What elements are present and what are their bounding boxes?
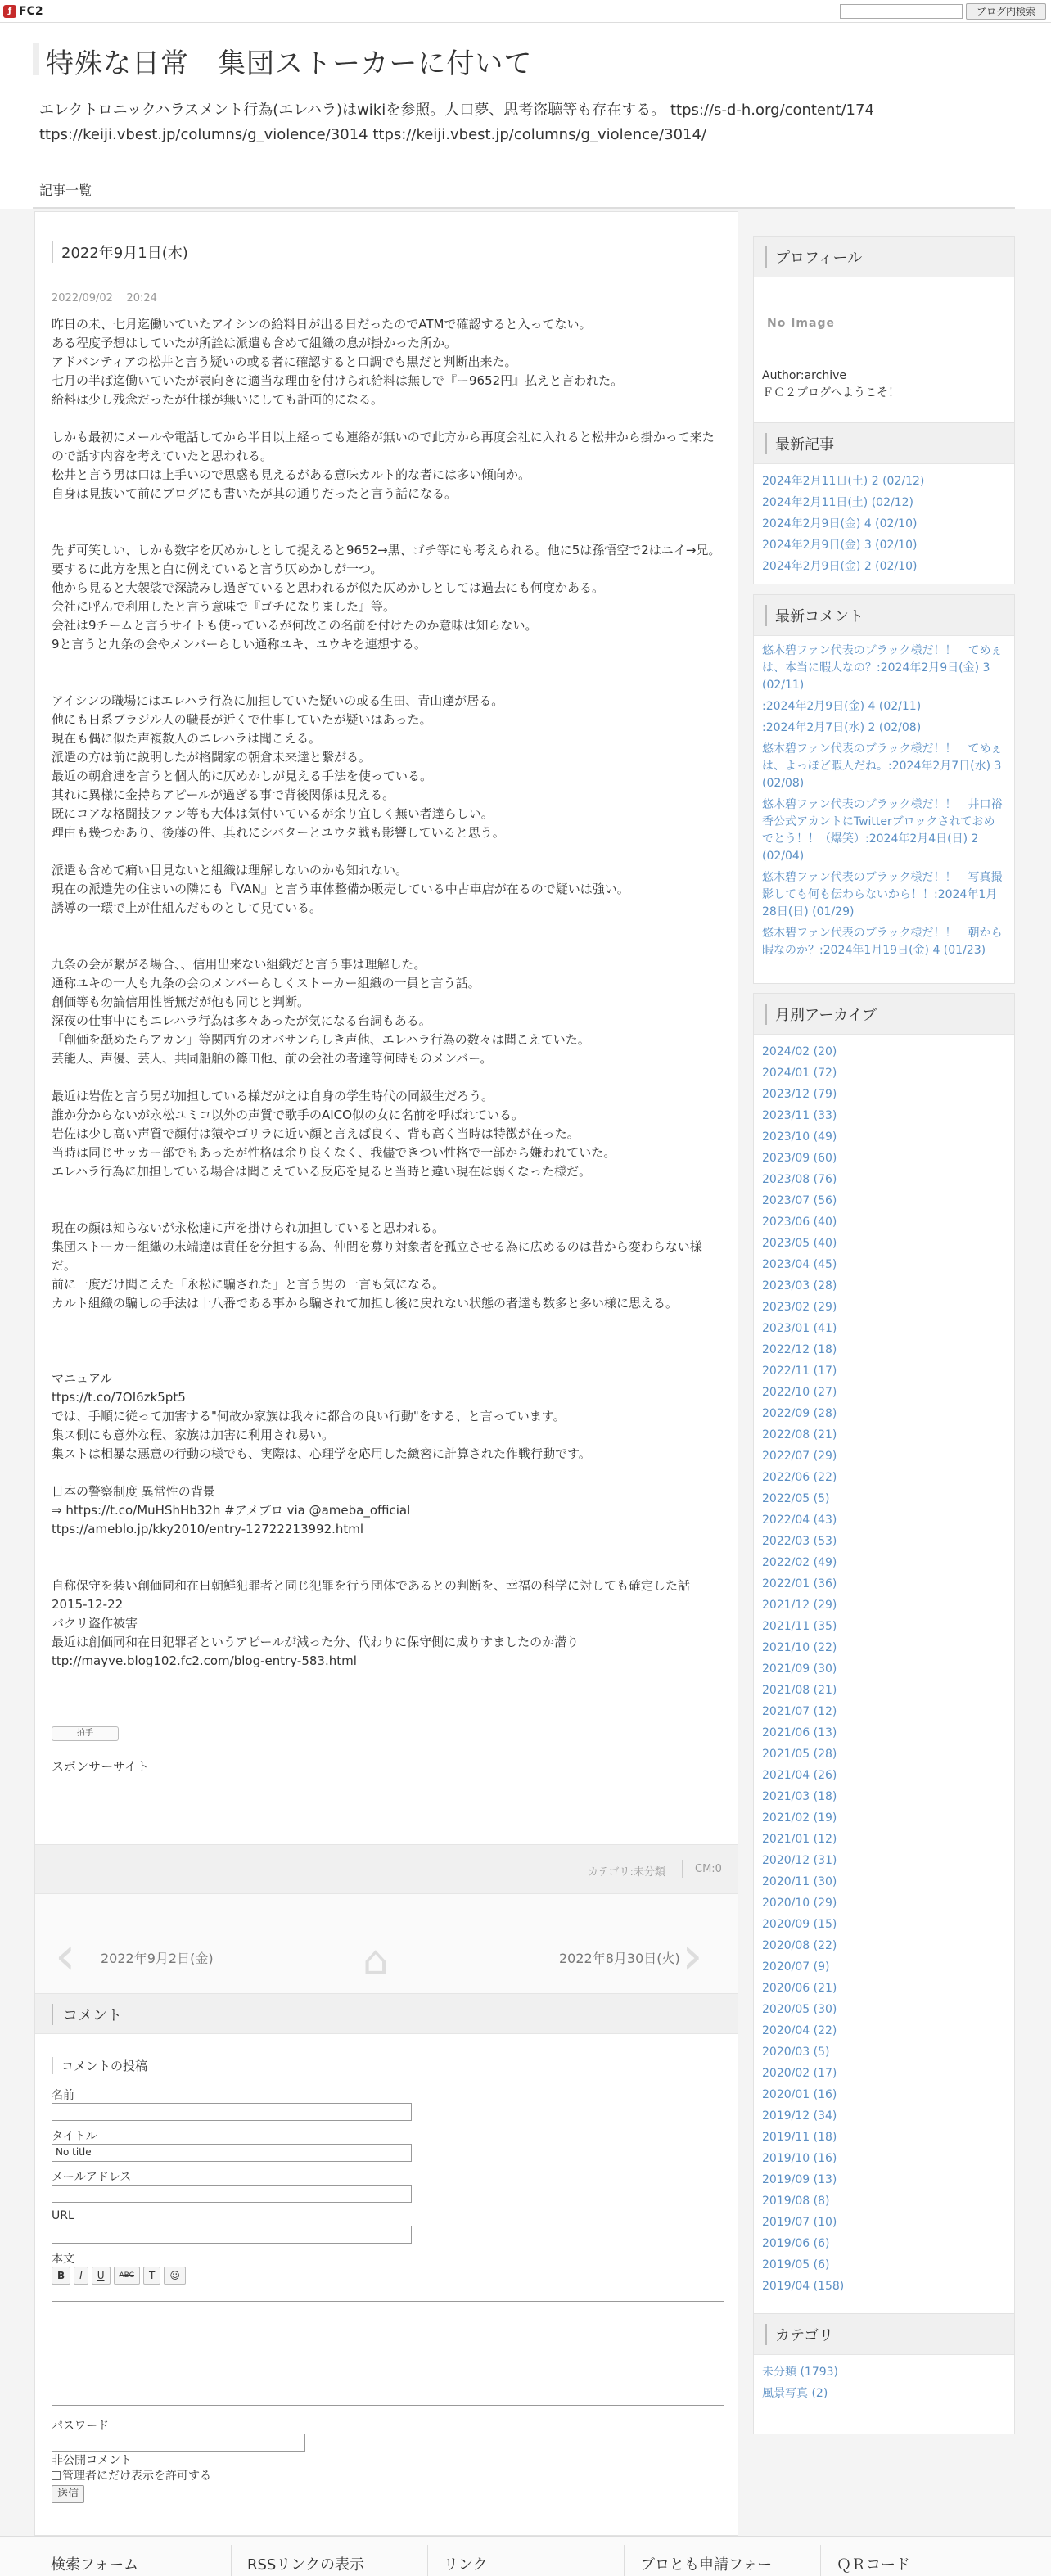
footer-separator xyxy=(231,2545,232,2576)
archive-link[interactable]: 2019/05 (6) xyxy=(762,2258,830,2271)
recent-entry-link[interactable]: 2024年2月9日(金) 4 (02/10) xyxy=(762,517,918,530)
archive-item[interactable] xyxy=(762,2254,1006,2276)
archive-item[interactable] xyxy=(762,1531,1006,1552)
archives-title: 月別アーカイブ xyxy=(765,1004,877,1025)
archive-item[interactable] xyxy=(762,1893,1006,1914)
footer-search-form: 検索フォーム xyxy=(51,2556,139,2574)
recent-comment-link[interactable]: 悠木碧ファン代表のブラック様だ！！ 写真撮影しても何も伝わらないから！！:2024年1月28日(日) (01/29) xyxy=(762,871,1003,918)
fc2-logo-text: FC2 xyxy=(19,5,43,18)
archive-link[interactable]: 2020/08 (22) xyxy=(762,1939,837,1952)
archive-item[interactable] xyxy=(762,1914,1006,1935)
recent-entry-item[interactable] xyxy=(762,556,1006,577)
archive-item[interactable] xyxy=(762,1062,1006,1084)
recent-comment-item[interactable] xyxy=(762,796,1006,865)
secret-comment-label: 非公開コメント xyxy=(52,2454,132,2467)
archive-link[interactable]: 2020/02 (17) xyxy=(762,2067,837,2080)
archive-item[interactable] xyxy=(762,2063,1006,2084)
archive-link[interactable]: 2021/06 (13) xyxy=(762,1726,837,1739)
archive-link[interactable]: 2019/10 (16) xyxy=(762,2152,837,2165)
recent-comment-item[interactable] xyxy=(762,741,1006,792)
archive-link[interactable]: 2019/12 (34) xyxy=(762,2109,837,2123)
archive-item[interactable] xyxy=(762,1084,1006,1105)
archive-item[interactable] xyxy=(762,2212,1006,2233)
archive-link[interactable]: 2020/06 (21) xyxy=(762,1982,837,1995)
archive-item[interactable] xyxy=(762,1424,1006,1446)
archive-link[interactable]: 2024/02 (20) xyxy=(762,1045,837,1058)
archive-item[interactable] xyxy=(762,2233,1006,2254)
archive-link[interactable]: 2022/06 (22) xyxy=(762,1471,837,1484)
recent-comment-link[interactable]: 悠木碧ファン代表のブラック様だ！！ てめぇは、よっぽど暇人だね。:2024年2月7日(水) 3 (02/08) xyxy=(762,742,1003,790)
comment-form-title: コメントの投稿 xyxy=(52,2057,147,2074)
recent-entries-plugin xyxy=(753,422,1015,584)
category-item[interactable] xyxy=(762,2383,1006,2404)
blog-title[interactable]: 特殊な日常 集団ストーカーに付いて xyxy=(46,47,533,80)
url-input[interactable] xyxy=(52,2226,412,2244)
submit-button[interactable]: 送信 xyxy=(52,2485,84,2503)
archive-item[interactable] xyxy=(762,1488,1006,1509)
archive-item[interactable] xyxy=(762,1765,1006,1786)
archive-item[interactable] xyxy=(762,1360,1006,1382)
secret-checkbox[interactable] xyxy=(52,2471,61,2480)
fc2-top-bar xyxy=(0,0,1051,23)
comment-section-header xyxy=(35,1993,738,2034)
archive-item[interactable] xyxy=(762,2105,1006,2127)
clap-button[interactable] xyxy=(52,1726,119,1741)
archive-link[interactable]: 2022/12 (18) xyxy=(762,1343,837,1356)
profile-no-image: No Image xyxy=(767,317,835,330)
categories-list xyxy=(754,2355,1014,2404)
archive-link[interactable]: 2022/03 (53) xyxy=(762,1535,837,1548)
categories-plugin xyxy=(753,2313,1015,2434)
archive-link[interactable]: 2021/01 (12) xyxy=(762,1833,837,1846)
archive-item[interactable] xyxy=(762,1105,1006,1126)
archive-item[interactable] xyxy=(762,1403,1006,1424)
recent-comment-item[interactable] xyxy=(762,698,1006,715)
footer-links: リンク xyxy=(444,2556,488,2574)
mail-label: メールアドレス xyxy=(52,2171,132,2184)
recent-entry-item[interactable] xyxy=(762,535,1006,556)
archive-link[interactable]: 2020/01 (16) xyxy=(762,2088,837,2101)
archive-link[interactable]: 2019/07 (10) xyxy=(762,2216,837,2229)
archive-item[interactable] xyxy=(762,1573,1006,1595)
main-column xyxy=(34,211,738,2536)
archive-link[interactable]: 2023/01 (41) xyxy=(762,1322,837,1335)
recent-comment-item[interactable] xyxy=(762,643,1006,694)
archive-item[interactable] xyxy=(762,1935,1006,1956)
underline-button[interactable]: U xyxy=(92,2267,111,2285)
archive-link[interactable]: 2023/10 (49) xyxy=(762,1130,837,1144)
blog-search-input[interactable] xyxy=(840,4,963,19)
body-label: 本文 xyxy=(52,2253,74,2266)
archive-link[interactable]: 2023/08 (76) xyxy=(762,1173,837,1186)
recent-entry-link[interactable]: 2024年2月9日(金) 2 (02/10) xyxy=(762,560,918,573)
categories-header xyxy=(754,2314,1014,2355)
entry-meta-date: 2022/09/02 xyxy=(52,292,113,305)
recent-entry-link[interactable]: 2024年2月11日(土) (02/12) xyxy=(762,496,913,509)
archive-link[interactable]: 2020/07 (9) xyxy=(762,1960,830,1974)
url-label: URL xyxy=(52,2209,74,2222)
archive-link[interactable]: 2022/09 (28) xyxy=(762,1407,837,1420)
text-color-button[interactable]: T xyxy=(143,2267,160,2285)
comment-body-textarea[interactable] xyxy=(52,2301,724,2406)
emoji-button[interactable]: ☺ xyxy=(164,2267,186,2285)
recent-entry-item[interactable] xyxy=(762,471,1006,492)
recent-comment-item[interactable] xyxy=(762,720,1006,737)
archive-link[interactable]: 2021/08 (21) xyxy=(762,1684,837,1697)
prev-entry-link[interactable]: 2022年9月2日(金) xyxy=(101,1951,214,1966)
name-input[interactable] xyxy=(52,2103,412,2121)
archive-link[interactable]: 2021/03 (18) xyxy=(762,1790,837,1803)
recent-entries-title: 最新記事 xyxy=(765,433,834,454)
archive-item[interactable] xyxy=(762,2276,1006,2297)
profile-header xyxy=(754,237,1014,277)
profile-author: Author:archive xyxy=(762,369,846,382)
nav-entry-list[interactable]: 記事一覧 xyxy=(39,183,92,198)
title-label: タイトル xyxy=(52,2130,97,2143)
blog-search-button[interactable]: ブログ内検索 xyxy=(966,3,1046,20)
secret-checkbox-label: 管理者にだけ表示を許可する xyxy=(62,2470,211,2483)
profile-greeting: ＦＣ２ブログへようこそ！ xyxy=(762,386,900,399)
archive-link[interactable]: 2023/03 (28) xyxy=(762,1279,837,1293)
archive-link[interactable]: 2022/04 (43) xyxy=(762,1514,837,1527)
recent-comments-title: 最新コメント xyxy=(765,605,864,626)
entry-category-link[interactable]: カテゴリ:未分類 xyxy=(588,1866,665,1879)
archive-link[interactable]: 2022/08 (21) xyxy=(762,1428,837,1441)
recent-comment-link[interactable]: :2024年2月9日(金) 4 (02/11) xyxy=(762,700,922,713)
archive-item[interactable] xyxy=(762,1871,1006,1893)
archive-link[interactable]: 2019/06 (6) xyxy=(762,2237,830,2250)
recent-comments-list xyxy=(754,636,1014,959)
title-accent-bar xyxy=(33,43,39,75)
password-input[interactable] xyxy=(52,2434,305,2452)
archive-item[interactable] xyxy=(762,1509,1006,1531)
archive-link[interactable]: 2020/03 (5) xyxy=(762,2046,830,2059)
archive-link[interactable]: 2020/05 (30) xyxy=(762,2003,837,2016)
archive-link[interactable]: 2020/11 (30) xyxy=(762,1875,837,1888)
archive-item[interactable] xyxy=(762,1658,1006,1680)
archive-link[interactable]: 2023/11 (33) xyxy=(762,1109,837,1122)
recent-comments-plugin xyxy=(753,594,1015,984)
archive-link[interactable]: 2023/02 (29) xyxy=(762,1301,837,1314)
category-link[interactable]: 未分類 (1793) xyxy=(762,2366,839,2379)
secret-checkbox-row[interactable] xyxy=(52,2467,211,2484)
archive-link[interactable]: 2020/09 (15) xyxy=(762,1918,837,1931)
recent-comment-item[interactable] xyxy=(762,925,1006,959)
archive-item[interactable] xyxy=(762,1786,1006,1807)
archive-link[interactable]: 2022/11 (17) xyxy=(762,1365,837,1378)
next-arrow-icon[interactable]: › xyxy=(682,1926,703,1987)
archive-item[interactable] xyxy=(762,1680,1006,1701)
archive-item[interactable] xyxy=(762,1318,1006,1339)
archive-item[interactable] xyxy=(762,1233,1006,1254)
home-icon[interactable]: ⌂ xyxy=(363,1937,389,1984)
recent-comment-item[interactable] xyxy=(762,869,1006,921)
archive-link[interactable]: 2019/08 (8) xyxy=(762,2195,830,2208)
archive-link[interactable]: 2023/12 (79) xyxy=(762,1088,837,1101)
archive-link[interactable]: 2023/05 (40) xyxy=(762,1237,837,1250)
profile-text xyxy=(762,368,900,402)
entry-comment-count[interactable]: CM:0 xyxy=(695,1863,722,1875)
archive-link[interactable]: 2021/05 (28) xyxy=(762,1748,837,1761)
editor-toolbar xyxy=(52,2267,186,2286)
recent-entry-link[interactable]: 2024年2月11日(土) 2 (02/12) xyxy=(762,475,925,488)
archives-header xyxy=(754,994,1014,1035)
archive-link[interactable]: 2021/04 (26) xyxy=(762,1769,837,1782)
archive-item[interactable] xyxy=(762,1829,1006,1850)
archive-item[interactable] xyxy=(762,2190,1006,2212)
archive-link[interactable]: 2019/04 (158) xyxy=(762,2280,845,2293)
recent-comment-link[interactable]: 悠木碧ファン代表のブラック様だ！！ てめぇは、本当に暇人なの？:2024年2月9日(金) 3 (02/11) xyxy=(762,644,1003,692)
clap-label: 拍手 xyxy=(77,1729,93,1738)
categories-title: カテゴリ xyxy=(765,2324,833,2345)
entry-meta xyxy=(52,292,157,305)
footer-qr-code: ＱＲコード xyxy=(837,2556,910,2574)
fc2-logo[interactable] xyxy=(3,4,43,19)
archive-item[interactable] xyxy=(762,1297,1006,1318)
archive-item[interactable] xyxy=(762,1169,1006,1190)
mail-input[interactable] xyxy=(52,2185,412,2203)
archive-link[interactable]: 2023/06 (40) xyxy=(762,1216,837,1229)
next-entry-link[interactable]: 2022年8月30日(火) xyxy=(559,1951,680,1966)
archive-link[interactable]: 2022/02 (49) xyxy=(762,1556,837,1569)
archive-item[interactable] xyxy=(762,2127,1006,2148)
archive-item[interactable] xyxy=(762,2084,1006,2105)
archive-link[interactable]: 2020/04 (22) xyxy=(762,2024,837,2037)
nav-divider xyxy=(33,207,1015,209)
archives-list xyxy=(754,1035,1014,2297)
archive-item[interactable] xyxy=(762,1254,1006,1275)
blog-header xyxy=(0,23,1051,209)
archive-item[interactable] xyxy=(762,1595,1006,1616)
archive-item[interactable] xyxy=(762,1126,1006,1148)
archive-item[interactable] xyxy=(762,1637,1006,1658)
archives-plugin xyxy=(753,993,1015,2339)
archive-item[interactable] xyxy=(762,1190,1006,1211)
archive-link[interactable]: 2023/07 (56) xyxy=(762,1194,837,1207)
archive-item[interactable] xyxy=(762,1850,1006,1871)
category-link[interactable]: 風景写真 (2) xyxy=(762,2387,828,2400)
footer-rss-link: RSSリンクの表示 xyxy=(247,2556,364,2574)
archive-item[interactable] xyxy=(762,1956,1006,1978)
recent-entry-item[interactable] xyxy=(762,492,1006,513)
archive-item[interactable] xyxy=(762,1339,1006,1360)
archive-link[interactable]: 2020/12 (31) xyxy=(762,1854,837,1867)
archive-link[interactable]: 2021/02 (19) xyxy=(762,1811,837,1825)
archive-link[interactable]: 2019/11 (18) xyxy=(762,2131,837,2144)
archive-item[interactable] xyxy=(762,1978,1006,1999)
footer-separator xyxy=(820,2545,821,2576)
entry-footer-separator xyxy=(682,1860,683,1878)
category-item[interactable] xyxy=(762,2362,1006,2383)
recent-entry-link[interactable]: 2024年2月9日(金) 3 (02/10) xyxy=(762,539,918,552)
entry-title[interactable]: 2022年9月1日(木) xyxy=(52,241,188,263)
recent-comment-link[interactable]: 悠木碧ファン代表のブラック様だ！！ 井口裕香公式アカントにTwitterブロックされておめでとう！！（爆笑）:2024年2月4日(日) 2 (02/04) xyxy=(762,798,1003,863)
strike-button[interactable]: ABC xyxy=(114,2267,140,2285)
name-label: 名前 xyxy=(52,2089,74,2102)
recent-entry-item[interactable] xyxy=(762,513,1006,535)
archive-link[interactable]: 2024/01 (72) xyxy=(762,1067,837,1080)
archive-item[interactable] xyxy=(762,2169,1006,2190)
sponsor-site-label: スポンサーサイト xyxy=(52,1759,149,1774)
archive-item[interactable] xyxy=(762,2020,1006,2041)
entry-footer-bar xyxy=(35,1844,738,1893)
prev-arrow-icon[interactable]: ‹ xyxy=(55,1926,76,1987)
archive-link[interactable]: 2022/10 (27) xyxy=(762,1386,837,1399)
footer-separator xyxy=(427,2545,428,2576)
entry-body: 昨日の未、七月迄働いていたアイシンの給料日が出る日だったのでATMで確認すると入ってない。 ある程度予想はしていたが所詮は派遣も含めて組織の息が掛かった所か。 アドバンティアの松井と言う疑いの或る者に確認すると口調でも黒だと判断出来た。 七月の半ば迄働いていたが表向きに適当な理由を付けられ給料は無しで『ー9652円』払えと言われた。 給料は少し残念だったが仕様が無いにしても計画的になる。 しかも最初にメールや電話してから半日以上経っても連絡が無いので此方から再度会社に入れると松井から掛かって来たので話す内容を考えていたと思われる。 松井と言う男は口は上手いので思惑も見えるがある意味カルト的な者には多い傾向か。 自身は見抜いて前にブログにも書いたが其の通りだったと言う話になる。 先ず可笑しい、しかも数字を仄めかしとして捉えると9652→黒、ゴチ等にも考えられる。他に5は孫悟空で2はニイ→兄。 要するに此方を黒と白に例えていると言う仄めかしが一つ。 他から見ると大袈裟で深読みし過ぎていると思われるが似た仄めかしとしては過去にも何度かある。 会社に呼んで利用したと言う意味で『ゴチになりました』等。 会社は9チームと言うサイトも使っているが何故この名前を付けたのか意味は知らない。 9と言うと九条の会やメンバーらしい通称ユキ、ユウキを連想する。 アイシンの職場にはエレハラ行為に加担していた疑いの或る生田、青山達が居る。 他にも日系ブラジル人の職長が近くで仕事していたが疑いはあった。 現在も偶に似た声複数人のエレハラは聞こえる。 派遣の方は前に説明したが格闘家の朝倉未来達と繋がる。 最近の朝倉達を言うと個人的に仄めかしが見える手法を使っている。 其れに異様に金持ちアピールが過ぎる事で背後関係は見える。 既にコアな格闘技ファン等も大体は気付いているが余り宜しく無い者達らしい。 理由も幾つかあり、後藤の件、其れにシバターとユウタ戦も影響していると思う。 派遣も含めて痛い目見ないと組織は理解しないのかも知れない。 現在の派遣先の住まいの隣にも『VAN』と言う車体整備か販売している中古車店が在るので疑いは強い。 誘導の一環で上が仕組んだものとして見ている。 九条の会が繋がる場合、、信用出来ない組織だと言う事は理解した。 通称ユキの一人も九条の会のメンバーらしくストーカー組織の一員と言う話。 創価等も勿論信用性皆無だが他も同じと判断。 深夜の仕事中にもエレハラ行為は多々あったが気になる台詞もある。 「創価を舐めたらアカン」等関西弁のオバサンらしき声他、エレハラ行為の数々は聞こえていた。 芸能人、声優、芸人、共同船舶の篠田他、前の会社の者達等何時ものメンバー。 最近は岩佐と言う男が加担している様だが之は自身の学生時代の同級生だろう。 誰か分からないが永松ユミコ以外の声質で歌手のAICO似の女に名前を呼ばれている。 岩佐は少し高い声質で顔付は猿やゴリラに近い顔と言えば良く、背も高く当時は特徴が在った。 当時は同じサッカー部でもあったが性格は余り良くなく、我儘できつい性格で一部から嫌われていた。 エレハラ行為に加担している場合は聞こえている反応を見ると当時と違い現在は弱くなった様だ。 現在の顔は知らないが永松達に声を掛けられ加担していると思われる。 集団ストーカー組織の末端達は責任を分担する為、仲間を募り対象者を孤立させる為に広めるのは昔から変わらない様だ。 前に一度だけ聞こえた「永松に騙された」と言う男の一言も気になる。 カルト組織の騙しの手法は十八番である事から騙されて加担し後に戻れない状態の者達も数多と多い様に思える。 マニュアル ttps://t.co/7OI6zk5pt5 では、手順に従って加害する"何故か家族は我々に都合の良い行動"をする、と言っています。 集ス側にも意外な程、家族は加害に利用され易い。 集ストは相暴な悪意の行動の様でも、実際は、心理学を応用した緻密に計算された作戦行動です。 日本の警察制度 異常性の背景 ⇒ https://t.co/MuHShHb32h #アメブロ via @ameba_official ttps://ameblo.jp/kky2010/entry-12722213992.html 自称保守を装い創価同和在日朝鮮犯罪者と同じ犯罪を行う団体であるとの判断を、幸福の科学に対しても確定した話 2015-12-22 バクリ盗作被害 最近は創価同和在日犯罪者というアピールが減った分、代わりに保守側に成りすましたのか潜り ttp://mayve.blog102.fc2.com/blog-entry-583.html xyxy=(52,317,721,1668)
archive-item[interactable] xyxy=(762,2148,1006,2169)
profile-title: プロフィール xyxy=(765,246,862,268)
archive-link[interactable]: 2023/09 (60) xyxy=(762,1152,837,1165)
recent-comment-link[interactable]: :2024年2月7日(水) 2 (02/08) xyxy=(762,721,922,734)
footer-friend-request: ブロとも申請フォー xyxy=(640,2556,773,2574)
entry-meta-time: 20:24 xyxy=(126,292,157,305)
archive-link[interactable]: 2021/11 (35) xyxy=(762,1620,837,1633)
comment-section-title: コメント xyxy=(52,2004,122,2025)
archive-item[interactable] xyxy=(762,1275,1006,1297)
fc2-logo-icon: ƒ xyxy=(3,5,16,18)
bold-button[interactable]: B xyxy=(52,2267,70,2285)
recent-comments-header xyxy=(754,595,1014,636)
archive-item[interactable] xyxy=(762,1722,1006,1744)
archive-link[interactable]: 2021/12 (29) xyxy=(762,1599,837,1612)
recent-comment-link[interactable]: 悠木碧ファン代表のブラック様だ！！ 朝から暇なのか？:2024年1月19日(金) 4 (01/23) xyxy=(762,927,1003,957)
archive-link[interactable]: 2021/09 (30) xyxy=(762,1662,837,1676)
archive-item[interactable] xyxy=(762,1382,1006,1403)
archive-link[interactable]: 2022/05 (5) xyxy=(762,1492,830,1505)
archive-item[interactable] xyxy=(762,1446,1006,1467)
archive-link[interactable]: 2020/10 (29) xyxy=(762,1897,837,1910)
archive-item[interactable] xyxy=(762,1552,1006,1573)
footer-plugins xyxy=(0,2536,1051,2576)
footer-separator xyxy=(624,2545,625,2576)
archive-item[interactable] xyxy=(762,1701,1006,1722)
archive-item[interactable] xyxy=(762,1211,1006,1233)
archive-link[interactable]: 2021/07 (12) xyxy=(762,1705,837,1718)
archive-item[interactable] xyxy=(762,1467,1006,1488)
archive-item[interactable] xyxy=(762,2041,1006,2063)
archive-item[interactable] xyxy=(762,1744,1006,1765)
archive-item[interactable] xyxy=(762,1148,1006,1169)
profile-plugin xyxy=(753,236,1015,426)
recent-entries-list xyxy=(754,464,1014,577)
recent-entries-header xyxy=(754,423,1014,464)
archive-link[interactable]: 2022/07 (29) xyxy=(762,1450,837,1463)
archive-link[interactable]: 2022/01 (36) xyxy=(762,1577,837,1590)
archive-item[interactable] xyxy=(762,1616,1006,1637)
password-label: パスワード xyxy=(52,2420,109,2433)
blog-description: エレクトロニックハラスメント行為(エレハラ)はwikiを参照。人口夢、思考盗聴等も存在する。 ttps://s-d-h.org/content/174 ttps://keiji.vbest.jp/columns/g_violence/3014 ttps://keiji.vbest.jp/columns/g_violence/3014/ xyxy=(39,102,874,143)
archive-item[interactable] xyxy=(762,1807,1006,1829)
title-input[interactable]: No title xyxy=(52,2144,412,2162)
archive-link[interactable]: 2021/10 (22) xyxy=(762,1641,837,1654)
archive-link[interactable]: 2019/09 (13) xyxy=(762,2173,837,2186)
archive-link[interactable]: 2023/04 (45) xyxy=(762,1258,837,1271)
italic-button[interactable]: I xyxy=(74,2267,88,2285)
archive-item[interactable] xyxy=(762,1041,1006,1062)
archive-item[interactable] xyxy=(762,1999,1006,2020)
